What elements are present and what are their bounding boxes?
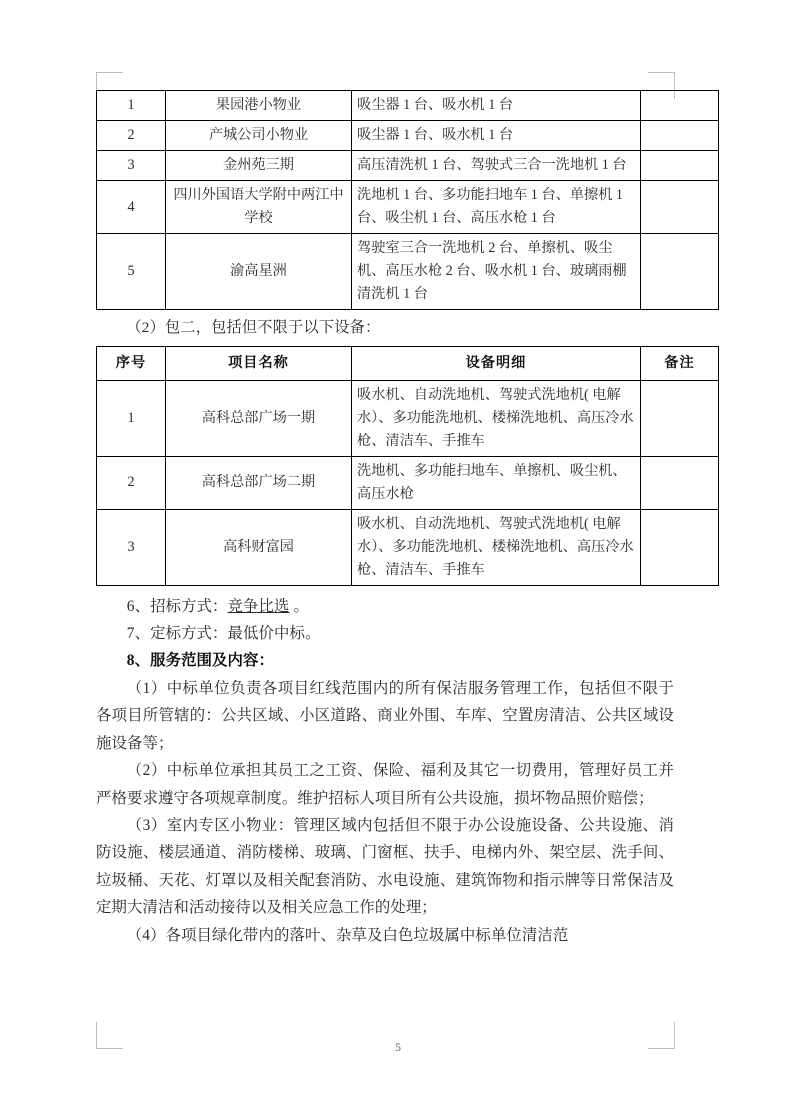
header-equipment: 设备明细 (352, 346, 641, 380)
row-project-name: 四川外国语大学附中两江中学校 (166, 181, 352, 234)
row-seq: 5 (97, 234, 166, 310)
row-seq: 4 (97, 181, 166, 234)
row-note (641, 121, 719, 151)
table-row (97, 181, 719, 234)
table-row (97, 91, 719, 121)
page-content (96, 90, 695, 949)
row-seq: 1 (97, 91, 166, 121)
row-project-name: 高科总部广场二期 (166, 456, 352, 509)
row-equipment-detail: 吸尘器 1 台、吸水机 1 台 (352, 91, 641, 121)
row-note (641, 456, 719, 509)
item-8-1-paragraph: （1）中标单位负责各项目红线范围内的所有保洁服务管理工作，包括但不限于各项目所管辖的：公共区域、小区道路、商业外围、车库、空置房清洁、公共区域设施设备等； (96, 679, 674, 752)
bao-er-intro-line: （2）包二，包括但不限于以下设备： (126, 319, 381, 336)
item-6-bidding-method (96, 593, 674, 620)
row-equipment-detail: 驾驶室三合一洗地机 2 台、单擦机、吸尘机、高压水枪 2 台、吸水机 1 台、玻璃雨棚清洗机 1 台 (352, 234, 641, 310)
page-number: 5 (395, 1040, 401, 1054)
row-equipment-detail: 高压清洗机 1 台、驾驶式三合一洗地机 1 台 (352, 151, 641, 181)
row-seq: 3 (97, 151, 166, 181)
row-project-name: 渝高星洲 (166, 234, 352, 310)
row-note (641, 234, 719, 310)
row-note (641, 181, 719, 234)
header-seq: 序号 (97, 346, 166, 380)
row-seq: 2 (97, 121, 166, 151)
table-row (97, 234, 719, 310)
row-seq: 2 (97, 456, 166, 509)
item-6-underlined-value: 竞争比选 (227, 597, 290, 615)
table-row (97, 151, 719, 181)
header-project: 项目名称 (166, 346, 352, 380)
table-row (97, 121, 719, 151)
row-note (641, 91, 719, 121)
row-equipment-detail: 洗地机 1 台、多功能扫地车 1 台、单擦机 1 台、吸尘机 1 台、高压水枪 1 台 (352, 181, 641, 234)
row-seq: 3 (97, 509, 166, 585)
item-8-2-paragraph: （2）中标单位承担其员工之工资、保险、福利及其它一切费用，管理好员工并严格要求遵守各项规章制度。维护招标人项目所有公共设施，损坏物品照价赔偿； (96, 762, 674, 807)
row-project-name: 产城公司小物业 (166, 121, 352, 151)
item-6-prefix: 6、招标方式： (126, 597, 228, 615)
table-row (97, 509, 719, 585)
row-project-name: 高科总部广场一期 (166, 380, 352, 456)
item-8-3-paragraph: （3）室内专区小物业：管理区域内包括但不限于办公设施设备、公共设施、消防设施、楼层通道、消防楼梯、玻璃、门窗框、扶手、电梯内外、架空层、洗手间、垃圾桶、天花、灯罩以及相关配套消防、水电设施、建筑饰物和指示牌等日常保洁及定期大清洁和活动接待以及相关应急工作的处理； (96, 816, 674, 917)
bao-er-equipment-table (96, 346, 719, 586)
row-note (641, 151, 719, 181)
body-text-block (96, 593, 674, 949)
table-row (97, 380, 719, 456)
row-project-name: 金州苑三期 (166, 151, 352, 181)
row-project-name: 高科财富园 (166, 509, 352, 585)
row-equipment-detail: 吸尘器 1 台、吸水机 1 台 (352, 121, 641, 151)
item-8-4-paragraph: （4）各项目绿化带内的落叶、杂草及白色垃圾属中标单位清洁范 (126, 926, 569, 944)
bao-yi-equipment-table (96, 90, 719, 310)
table-header-row (97, 346, 719, 380)
header-note: 备注 (641, 346, 719, 380)
item-7-award-method: 7、定标方式：最低价中标。 (126, 625, 321, 643)
row-equipment-detail: 洗地机、多功能扫地车、单擦机、吸尘机、高压水枪 (352, 456, 641, 509)
row-note (641, 380, 719, 456)
item-8-heading: 8、服务范围及内容： (126, 652, 275, 670)
table-row (97, 456, 719, 509)
row-seq: 1 (97, 380, 166, 456)
row-equipment-detail: 吸水机、自动洗地机、驾驶式洗地机( 电解水）、多功能洗地机、楼梯洗地机、高压冷水枪、清洁车、手推车 (352, 509, 641, 585)
row-equipment-detail: 吸水机、自动洗地机、驾驶式洗地机( 电解水）、多功能洗地机、楼梯洗地机、高压冷水枪、清洁车、手推车 (352, 380, 641, 456)
item-6-suffix: 。 (289, 597, 309, 615)
row-note (641, 509, 719, 585)
row-project-name: 果园港小物业 (166, 91, 352, 121)
